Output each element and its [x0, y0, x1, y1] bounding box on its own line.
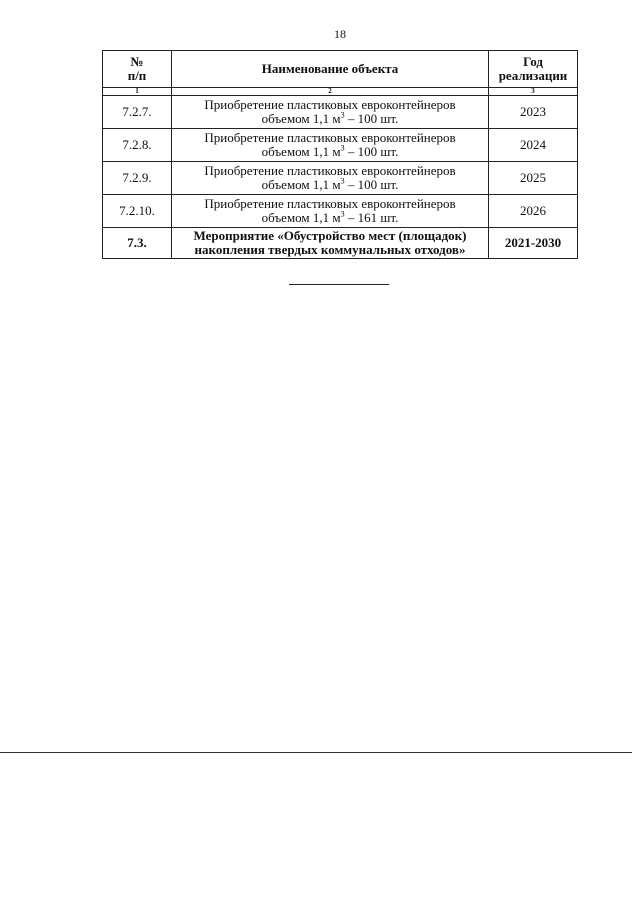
summary-line: Мероприятие «Обустройство мест (площадок)	[193, 228, 467, 243]
summary-name	[172, 228, 489, 259]
header-text: п/п	[127, 68, 147, 83]
row-year: 2024	[489, 129, 578, 162]
row-number: 7.2.10.	[103, 195, 172, 228]
name-line: – 100 шт.	[344, 177, 399, 192]
table-row	[103, 129, 578, 162]
header-name: Наименование объекта	[172, 51, 489, 88]
row-name	[172, 129, 489, 162]
table-header	[103, 51, 578, 88]
page-number: 18	[334, 27, 346, 41]
header-text: Год	[523, 54, 543, 69]
objects-table	[102, 50, 578, 259]
header-text: реализации	[498, 68, 568, 83]
row-name	[172, 96, 489, 129]
row-number: 7.2.8.	[103, 129, 172, 162]
superscript: 3	[340, 143, 345, 153]
table-row	[103, 162, 578, 195]
table-row	[103, 195, 578, 228]
table-row	[103, 96, 578, 129]
end-divider	[289, 284, 389, 285]
name-line: объемом 1,1 м	[261, 210, 341, 225]
name-line: Приобретение пластиковых евроконтейнеров	[204, 163, 456, 178]
name-line: – 100 шт.	[344, 111, 399, 126]
name-line: Приобретение пластиковых евроконтейнеров	[204, 196, 456, 211]
row-name	[172, 195, 489, 228]
name-line: Приобретение пластиковых евроконтейнеров	[204, 130, 456, 145]
row-year: 2026	[489, 195, 578, 228]
superscript: 3	[340, 209, 345, 219]
name-line: – 161 шт.	[344, 210, 399, 225]
name-line: объемом 1,1 м	[261, 177, 341, 192]
row-year: 2023	[489, 96, 578, 129]
name-line: объемом 1,1 м	[261, 111, 341, 126]
page-bottom-line	[0, 752, 632, 753]
superscript: 3	[340, 110, 345, 120]
header-text: №	[130, 54, 144, 69]
column-index-row	[103, 88, 578, 96]
index-cell: 2	[172, 88, 489, 96]
row-year: 2025	[489, 162, 578, 195]
name-line: Приобретение пластиковых евроконтейнеров	[204, 97, 456, 112]
index-cell: 1	[103, 88, 172, 96]
row-name	[172, 162, 489, 195]
row-number: 7.2.9.	[103, 162, 172, 195]
summary-line: накопления твердых коммунальных отходов»	[194, 242, 466, 257]
name-line: – 100 шт.	[344, 144, 399, 159]
name-line: объемом 1,1 м	[261, 144, 341, 159]
header-number	[103, 51, 172, 88]
summary-row	[103, 228, 578, 259]
summary-number: 7.3.	[103, 228, 172, 259]
row-number: 7.2.7.	[103, 96, 172, 129]
summary-year: 2021-2030	[489, 228, 578, 259]
header-year	[489, 51, 578, 88]
superscript: 3	[340, 176, 345, 186]
index-cell: 3	[489, 88, 578, 96]
